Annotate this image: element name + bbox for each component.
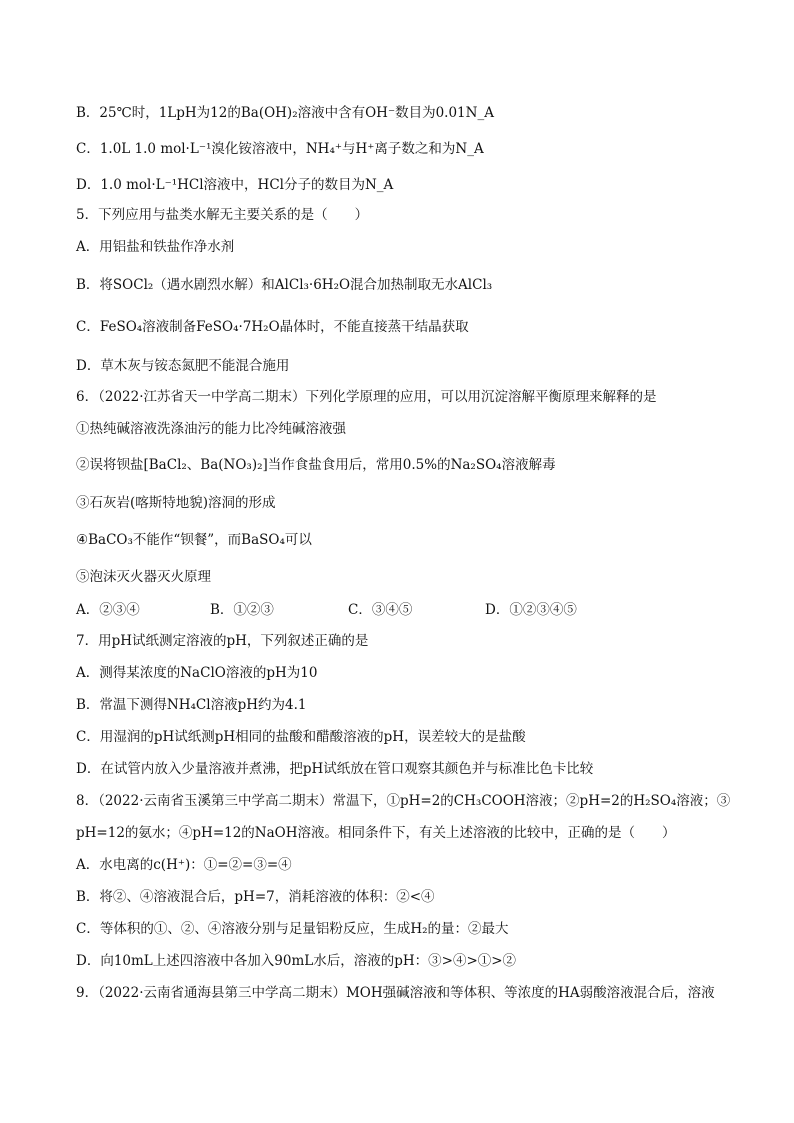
q8-option-a: A．水电离的c(H⁺)：①=②=③=④ [76, 857, 292, 873]
q6-item-4: ④BaCO₃不能作“钡餐”，而BaSO₄可以 [76, 532, 312, 548]
q6-item-2: ②误将钡盐[BaCl₂、Ba(NO₃)₂]当作食盐食用后，常用0.5%的Na₂SO₄溶液解毒 [76, 457, 556, 473]
q7-option-d: D．在试管内放入少量溶液并煮沸，把pH试纸放在管口观察其颜色并与标准比色卡比较 [76, 761, 594, 777]
q5-option-b: B．将SOCl₂（遇水剧烈水解）和AlCl₃·6H₂O混合加热制取无水AlCl₃ [76, 277, 493, 293]
q6-option-a: A．②③④ [76, 602, 140, 618]
q5-stem: 5．下列应用与盐类水解无主要关系的是（ ） [76, 207, 369, 223]
q6-stem: 6．（2022·江苏省天一中学高二期末）下列化学原理的应用，可以用沉淀溶解平衡原理来解释的是 [76, 389, 657, 405]
q8-option-c: C．等体积的①、②、④溶液分别与足量铝粉反应，生成H₂的量：②最大 [76, 921, 509, 937]
q8-stem-line2: pH=12的氨水；④pH=12的NaOH溶液。相同条件下，有关上述溶液的比较中，正确的是（ ） [76, 825, 676, 841]
q6-item-3: ③石灰岩(喀斯特地貌)溶洞的形成 [76, 495, 276, 511]
q4-option-d: D．1.0 mol·L⁻¹HCl溶液中，HCl分子的数目为N_A [76, 177, 394, 193]
q6-option-d: D．①②③④⑤ [485, 602, 577, 618]
q6-option-b: B．①②③ [210, 602, 274, 618]
q9-stem: 9．（2022·云南省通海县第三中学高二期末）MOH强碱溶液和等体积、等浓度的HA弱酸溶液混合后，溶液 [76, 985, 715, 1001]
q7-option-c: C．用湿润的pH试纸测pH相同的盐酸和醋酸溶液的pH，误差较大的是盐酸 [76, 729, 526, 745]
q8-stem-line1: 8．（2022·云南省玉溪第三中学高二期末）常温下，①pH=2的CH₃COOH溶液；②pH=2的H₂SO₄溶液；③ [76, 793, 731, 809]
q8-option-b: B．将②、④溶液混合后，pH=7，消耗溶液的体积：②<④ [76, 889, 435, 905]
q7-option-b: B．常温下测得NH₄Cl溶液pH约为4.1 [76, 697, 307, 713]
q6-option-c: C．③④⑤ [348, 602, 413, 618]
q7-stem: 7．用pH试纸测定溶液的pH，下列叙述正确的是 [76, 633, 369, 649]
q5-option-c: C．FeSO₄溶液制备FeSO₄·7H₂O晶体时，不能直接蒸干结晶获取 [76, 319, 469, 335]
q4-option-b: B．25℃时，1LpH为12的Ba(OH)₂溶液中含有OH⁻数目为0.01N_A [76, 105, 494, 121]
q5-option-a: A．用铝盐和铁盐作净水剂 [76, 239, 235, 255]
q5-option-d: D．草木灰与铵态氮肥不能混合施用 [76, 358, 290, 374]
q7-option-a: A．测得某浓度的NaClO溶液的pH为10 [76, 665, 318, 681]
q6-item-1: ①热纯碱溶液洗涤油污的能力比冷纯碱溶液强 [76, 421, 346, 437]
q4-option-c: C．1.0L 1.0 mol·L⁻¹溴化铵溶液中，NH₄⁺与H⁺离子数之和为N_A [76, 141, 484, 157]
q6-item-5: ⑤泡沫灭火器灭火原理 [76, 569, 211, 585]
q8-option-d: D．向10mL上述四溶液中各加入90mL水后，溶液的pH：③>④>①>② [76, 953, 517, 969]
